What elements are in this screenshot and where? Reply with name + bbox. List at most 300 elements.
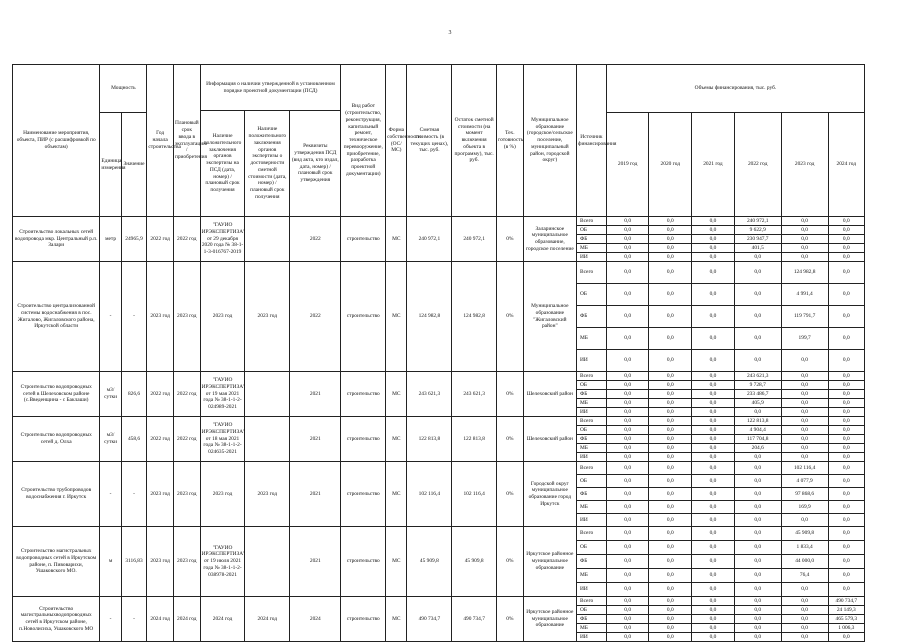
funding-value-cell: 0,0 xyxy=(692,624,735,633)
funding-source-cell: Всего xyxy=(577,372,607,381)
funding-value-cell: 0,0 xyxy=(606,350,649,372)
funding-value-cell: 0,0 xyxy=(649,444,692,453)
funding-value-cell: 0,0 xyxy=(828,253,864,262)
row-ownership: МС xyxy=(386,417,407,462)
row-estimated-cost: 124 982,8 xyxy=(407,262,452,372)
funding-source-cell: ИИ xyxy=(577,350,607,372)
page-number: 3 xyxy=(448,30,452,36)
funding-value-cell: 0,0 xyxy=(649,408,692,417)
funding-value-cell: 0,0 xyxy=(606,453,649,462)
funding-value-cell: 0,0 xyxy=(606,488,649,501)
funding-value-cell: 405,9 xyxy=(734,399,781,408)
funding-value-cell: 204,6 xyxy=(734,444,781,453)
funding-value-cell: 0,0 xyxy=(828,350,864,372)
funding-source-cell: ОБ xyxy=(577,426,607,435)
row-unit: метр xyxy=(100,217,121,262)
funding-value-cell: 0,0 xyxy=(649,381,692,390)
funding-source-cell: МБ xyxy=(577,501,607,514)
funding-value-cell: 0,0 xyxy=(692,408,735,417)
funding-value-cell: 0,0 xyxy=(781,624,828,633)
row-estimated-cost: 490 734,7 xyxy=(407,597,452,642)
funding-value-cell: 117 704,8 xyxy=(734,435,781,444)
row-start-year: 2024 год xyxy=(147,597,174,642)
funding-value-cell: 0,0 xyxy=(734,583,781,597)
funding-value-cell: 124 982,8 xyxy=(781,262,828,284)
table-row xyxy=(13,262,865,284)
funding-value-cell: 0,0 xyxy=(781,514,828,527)
funding-value-cell: 0,0 xyxy=(649,488,692,501)
funding-value-cell: 0,0 xyxy=(692,306,735,328)
row-name: Строительство локальных сетей водопровода мкр. Центральный р.п. Залари xyxy=(13,217,100,262)
funding-source-cell: ОБ xyxy=(577,226,607,235)
row-start-year: 2022 год xyxy=(147,372,174,417)
funding-value-cell: 9 622,9 xyxy=(734,226,781,235)
funding-value-cell: 45 909,8 xyxy=(781,527,828,541)
row-expertise: "ГАУИО ИРЭКСПЕРТИЗА" от 19 июля 2021 года № 38-1-1-2-038978-2021 xyxy=(200,527,245,597)
row-ownership: МС xyxy=(386,262,407,372)
row-approval: 2024 xyxy=(290,597,341,642)
funding-source-cell: ИИ xyxy=(577,583,607,597)
funding-value-cell: 0,0 xyxy=(606,597,649,606)
header-psd-approval: Реквизиты утверждения ПСД (вид акта, кто издал, дата, номер) / плановый срок утверждения xyxy=(290,111,341,217)
funding-value-cell: 0,0 xyxy=(828,633,864,642)
header-work-type: Вид работ (строительство, реконструкция, капитальный ремонт, техническое перевооружение, приобретение, разработка проектной документации) xyxy=(341,65,386,217)
funding-value-cell: 401,5 xyxy=(734,244,781,253)
row-value: - xyxy=(121,262,147,372)
header-funding-volumes: Объемы финансирования, тыс. руб. xyxy=(606,65,864,113)
header-year-2020: 2020 год xyxy=(649,113,692,217)
row-approval: 2021 xyxy=(290,417,341,462)
row-remaining-cost: 45 909,8 xyxy=(452,527,497,597)
funding-value-cell: 0,0 xyxy=(606,435,649,444)
funding-value-cell: 0,0 xyxy=(649,606,692,615)
funding-value-cell: 0,0 xyxy=(606,541,649,555)
funding-value-cell: 0,0 xyxy=(606,583,649,597)
row-remaining-cost: 243 621,3 xyxy=(452,372,497,417)
row-remaining-cost: 102 116,4 xyxy=(452,462,497,527)
row-municipality: Заларинское муниципальное образование, городское поселение xyxy=(523,217,576,262)
row-start-year: 2023 год xyxy=(147,527,174,597)
row-remaining-cost: 124 982,8 xyxy=(452,262,497,372)
row-readiness: 0% xyxy=(497,462,524,527)
funding-value-cell: 0,0 xyxy=(828,408,864,417)
funding-value-cell: 0,0 xyxy=(692,527,735,541)
funding-value-cell: 0,0 xyxy=(649,426,692,435)
funding-value-cell: 0,0 xyxy=(606,606,649,615)
header-year-2021: 2021 год xyxy=(692,113,735,217)
header-value: Значение xyxy=(121,113,147,217)
funding-value-cell: 0,0 xyxy=(828,381,864,390)
funding-source-cell: Всего xyxy=(577,262,607,284)
funding-value-cell: 0,0 xyxy=(606,390,649,399)
funding-source-cell: ФБ xyxy=(577,488,607,501)
row-cost-expertise xyxy=(245,417,290,462)
funding-value-cell: 0,0 xyxy=(692,435,735,444)
funding-value-cell: 0,0 xyxy=(734,253,781,262)
funding-value-cell: 0,0 xyxy=(692,541,735,555)
funding-value-cell: 0,0 xyxy=(828,284,864,306)
funding-value-cell: 0,0 xyxy=(828,399,864,408)
row-expertise: "ГАУИО ИРЭКСПЕРТИЗА" от 18 мая 2021 года № 38-1-1-2-024635-2021 xyxy=(200,417,245,462)
funding-value-cell: 0,0 xyxy=(781,408,828,417)
funding-value-cell: 0,0 xyxy=(692,475,735,488)
funding-value-cell: 0,0 xyxy=(606,262,649,284)
funding-value-cell: 0,0 xyxy=(734,569,781,583)
row-value: 458,6 xyxy=(121,417,147,462)
funding-value-cell: 0,0 xyxy=(606,408,649,417)
funding-value-cell: 0,0 xyxy=(649,615,692,624)
funding-value-cell: 0,0 xyxy=(828,501,864,514)
funding-value-cell: 0,0 xyxy=(692,244,735,253)
funding-value-cell: 119 791,7 xyxy=(781,306,828,328)
funding-value-cell: 0,0 xyxy=(692,583,735,597)
funding-value-cell: 0,0 xyxy=(606,235,649,244)
funding-value-cell: 0,0 xyxy=(692,372,735,381)
funding-value-cell: 0,0 xyxy=(734,606,781,615)
header-name: Наименование мероприятия, объекта, ПИР (с расшифровкой по объектам) xyxy=(13,65,100,217)
funding-value-cell: 0,0 xyxy=(734,501,781,514)
funding-value-cell: 0,0 xyxy=(649,569,692,583)
funding-value-cell: 0,0 xyxy=(692,217,735,226)
funding-value-cell: 243 621,3 xyxy=(734,372,781,381)
funding-value-cell: 0,0 xyxy=(692,399,735,408)
funding-value-cell: 0,0 xyxy=(606,527,649,541)
row-work-type: строительство xyxy=(341,462,386,527)
row-value: - xyxy=(121,597,147,642)
funding-source-cell: ОБ xyxy=(577,541,607,555)
funding-value-cell: 0,0 xyxy=(734,408,781,417)
row-remaining-cost: 240 972,1 xyxy=(452,217,497,262)
header-year-2023: 2023 год xyxy=(781,113,828,217)
funding-value-cell: 0,0 xyxy=(692,350,735,372)
funding-value-cell: 0,0 xyxy=(649,217,692,226)
row-expertise: 2024 год xyxy=(200,597,245,642)
row-start-year: 2023 год xyxy=(147,262,174,372)
header-psd-cost: Наличие положительного заключения органов экспертизы о достоверности сметной стоимости (дата, номер) / плановый срок получения xyxy=(245,111,290,217)
funding-value-cell: 0,0 xyxy=(828,462,864,475)
funding-value-cell: 0,0 xyxy=(649,583,692,597)
row-name: Строительство трубопроводов водоснабжения г. Иркутск xyxy=(13,462,100,527)
row-value: 826,6 xyxy=(121,372,147,417)
funding-value-cell: 0,0 xyxy=(781,390,828,399)
row-work-type: строительство xyxy=(341,527,386,597)
funding-value-cell: 0,0 xyxy=(649,284,692,306)
funding-source-cell: ИИ xyxy=(577,453,607,462)
funding-value-cell: 0,0 xyxy=(781,350,828,372)
funding-value-cell: 0,0 xyxy=(781,372,828,381)
funding-source-cell: МБ xyxy=(577,399,607,408)
funding-source-cell: МБ xyxy=(577,624,607,633)
row-name: Строительство магистральныхводопроводных сетей в Иркутском районе, п.Новолисиха, Ушаковского МО xyxy=(13,597,100,642)
funding-value-cell: 0,0 xyxy=(692,597,735,606)
funding-value-cell: 0,0 xyxy=(649,253,692,262)
funding-source-cell: Всего xyxy=(577,217,607,226)
row-ownership: МС xyxy=(386,597,407,642)
table-row xyxy=(13,217,865,226)
header-municipality: Муниципальное образование (городское/сельское поселение, муниципальный район, городской округ) xyxy=(523,65,576,217)
funding-value-cell: 4 991,4 xyxy=(781,284,828,306)
funding-value-cell: 0,0 xyxy=(828,555,864,569)
funding-value-cell: 0,0 xyxy=(649,306,692,328)
funding-value-cell: 0,0 xyxy=(828,417,864,426)
row-value: 24965,9 xyxy=(121,217,147,262)
funding-value-cell: 0,0 xyxy=(649,633,692,642)
funding-value-cell: 0,0 xyxy=(828,262,864,284)
row-approval: 2021 xyxy=(290,462,341,527)
funding-value-cell: 0,0 xyxy=(692,284,735,306)
funding-value-cell: 0,0 xyxy=(692,453,735,462)
funding-value-cell: 0,0 xyxy=(828,583,864,597)
funding-value-cell: 0,0 xyxy=(692,488,735,501)
row-municipality: Городской округ муниципальное образование город Иркутск xyxy=(523,462,576,527)
row-ownership: МС xyxy=(386,217,407,262)
funding-value-cell: 0,0 xyxy=(734,453,781,462)
funding-value-cell: 0,0 xyxy=(692,514,735,527)
row-approval: 2021 xyxy=(290,372,341,417)
funding-source-cell: МБ xyxy=(577,244,607,253)
funding-value-cell: 0,0 xyxy=(828,372,864,381)
funding-value-cell: 0,0 xyxy=(828,514,864,527)
funding-value-cell: 0,0 xyxy=(692,555,735,569)
funding-value-cell: 0,0 xyxy=(692,235,735,244)
header-funding-source: Источник финансирования xyxy=(577,65,607,217)
header-year-2024: 2024 год xyxy=(828,113,864,217)
row-planned-term: 2022 год xyxy=(173,372,200,417)
row-municipality: Шелеховский район xyxy=(523,372,576,417)
funding-value-cell: 0,0 xyxy=(606,501,649,514)
funding-value-cell: 0,0 xyxy=(734,633,781,642)
row-approval: 2022 xyxy=(290,217,341,262)
funding-value-cell: 0,0 xyxy=(734,475,781,488)
row-cost-expertise xyxy=(245,217,290,262)
funding-source-cell: ИИ xyxy=(577,253,607,262)
funding-value-cell: 0,0 xyxy=(734,615,781,624)
funding-value-cell: 76,4 xyxy=(781,569,828,583)
row-readiness: 0% xyxy=(497,262,524,372)
funding-value-cell: 0,0 xyxy=(692,390,735,399)
funding-source-cell: ОБ xyxy=(577,381,607,390)
row-ownership: МС xyxy=(386,527,407,597)
funding-value-cell: 122 813,8 xyxy=(734,417,781,426)
funding-source-cell: ОБ xyxy=(577,475,607,488)
funding-source-cell: Всего xyxy=(577,417,607,426)
row-cost-expertise: 2023 год xyxy=(245,462,290,527)
funding-value-cell: 0,0 xyxy=(734,488,781,501)
funding-value-cell: 233 486,7 xyxy=(734,390,781,399)
funding-value-cell: 0,0 xyxy=(649,462,692,475)
funding-value-cell: 1 006,3 xyxy=(828,624,864,633)
row-estimated-cost: 243 621,3 xyxy=(407,372,452,417)
funding-value-cell: 0,0 xyxy=(692,253,735,262)
funding-value-cell: 0,0 xyxy=(606,462,649,475)
funding-value-cell: 97 868,6 xyxy=(781,488,828,501)
table-row xyxy=(13,527,865,541)
row-work-type: строительство xyxy=(341,217,386,262)
funding-value-cell: 0,0 xyxy=(606,569,649,583)
row-work-type: строительство xyxy=(341,417,386,462)
funding-value-cell: 0,0 xyxy=(781,217,828,226)
funding-value-cell: 0,0 xyxy=(828,235,864,244)
funding-value-cell: 0,0 xyxy=(734,350,781,372)
funding-value-cell: 0,0 xyxy=(828,444,864,453)
funding-value-cell: 240 972,1 xyxy=(734,217,781,226)
row-remaining-cost: 122 813,8 xyxy=(452,417,497,462)
row-estimated-cost: 102 116,4 xyxy=(407,462,452,527)
table-row xyxy=(13,372,865,381)
funding-source-cell: Всего xyxy=(577,462,607,475)
row-approval: 2021 xyxy=(290,527,341,597)
row-planned-term: 2023 год xyxy=(173,527,200,597)
funding-value-cell: 0,0 xyxy=(781,426,828,435)
funding-value-cell: 0,0 xyxy=(649,328,692,350)
table-row xyxy=(13,417,865,426)
row-unit: м xyxy=(100,527,121,597)
header-ownership: Форма собственности (ОС/ МС) xyxy=(386,65,407,217)
funding-value-cell: 0,0 xyxy=(781,417,828,426)
funding-value-cell: 0,0 xyxy=(692,606,735,615)
funding-source-cell: ОБ xyxy=(577,284,607,306)
funding-value-cell: 0,0 xyxy=(649,417,692,426)
funding-value-cell: 0,0 xyxy=(606,328,649,350)
funding-value-cell: 0,0 xyxy=(692,569,735,583)
row-readiness: 0% xyxy=(497,527,524,597)
funding-value-cell: 4 904,4 xyxy=(734,426,781,435)
funding-value-cell: 0,0 xyxy=(692,426,735,435)
row-expertise: "ГАУИО ИРЭКСПЕРТИЗА" от 19 мая 2021 года № 38-1-1-2-024989-2021 xyxy=(200,372,245,417)
row-unit: - xyxy=(100,262,121,372)
row-expertise: 2023 год xyxy=(200,262,245,372)
funding-value-cell: 0,0 xyxy=(606,244,649,253)
header-readiness: Тех. готовность (в %) xyxy=(497,65,524,217)
funding-value-cell: 0,0 xyxy=(606,306,649,328)
funding-value-cell: 0,0 xyxy=(781,597,828,606)
header-power: Мощность xyxy=(100,65,147,113)
funding-value-cell: 0,0 xyxy=(781,226,828,235)
row-name: Строительство водопроводных сетей д. Олха xyxy=(13,417,100,462)
funding-source-cell: ИИ xyxy=(577,514,607,527)
row-readiness: 0% xyxy=(497,597,524,642)
funding-value-cell: 0,0 xyxy=(828,569,864,583)
funding-value-cell: 465 579,3 xyxy=(828,615,864,624)
funding-value-cell: 0,0 xyxy=(734,462,781,475)
table-row xyxy=(13,597,865,606)
funding-value-cell: 0,0 xyxy=(781,399,828,408)
funding-value-cell: 490 734,7 xyxy=(828,597,864,606)
funding-source-cell: МБ xyxy=(577,444,607,453)
header-estimated-cost: Сметная стоимость (в текущих ценах), тыс. руб. xyxy=(407,65,452,217)
row-readiness: 0% xyxy=(497,372,524,417)
funding-value-cell: 0,0 xyxy=(606,555,649,569)
funding-value-cell: 0,0 xyxy=(606,514,649,527)
funding-value-cell: 0,0 xyxy=(606,615,649,624)
funding-value-cell: 0,0 xyxy=(649,597,692,606)
funding-value-cell: 0,0 xyxy=(606,381,649,390)
funding-value-cell: 0,0 xyxy=(649,262,692,284)
funding-value-cell: 102 116,4 xyxy=(781,462,828,475)
funding-value-cell: 0,0 xyxy=(606,633,649,642)
funding-value-cell: 0,0 xyxy=(828,328,864,350)
row-unit: м3/сутки xyxy=(100,372,121,417)
funding-value-cell: 0,0 xyxy=(692,462,735,475)
funding-source-cell: ФБ xyxy=(577,555,607,569)
row-planned-term: 2023 год xyxy=(173,462,200,527)
row-name: Строительство магистральных водопроводных сетей в Иркутском районе, п. Пивоварихи, Ушаковского МО. xyxy=(13,527,100,597)
funding-value-cell: 0,0 xyxy=(649,235,692,244)
funding-value-cell: 0,0 xyxy=(781,453,828,462)
row-work-type: строительство xyxy=(341,372,386,417)
row-unit: м3/сутки xyxy=(100,417,121,462)
row-start-year: 2022 год xyxy=(147,217,174,262)
funding-value-cell: 0,0 xyxy=(828,390,864,399)
row-planned-term: 2024 год xyxy=(173,597,200,642)
funding-value-cell: 1 833,4 xyxy=(781,541,828,555)
funding-value-cell: 0,0 xyxy=(649,350,692,372)
funding-value-cell: 0,0 xyxy=(781,633,828,642)
funding-value-cell: 4 077,9 xyxy=(781,475,828,488)
funding-value-cell: 0,0 xyxy=(781,444,828,453)
funding-source-cell: Всего xyxy=(577,597,607,606)
funding-value-cell: 0,0 xyxy=(734,541,781,555)
funding-value-cell: 0,0 xyxy=(828,541,864,555)
funding-source-cell: МБ xyxy=(577,569,607,583)
funding-value-cell: 0,0 xyxy=(734,514,781,527)
funding-value-cell: 0,0 xyxy=(781,615,828,624)
header-psd-info: Информация о наличии утвержденной в установленном порядке проектной документации (ПСД) xyxy=(200,65,341,111)
row-expertise: 2023 год xyxy=(200,462,245,527)
header-year-2022: 2022 год xyxy=(734,113,781,217)
row-approval: 2022 xyxy=(290,262,341,372)
row-municipality: Иркутское районное муниципальное образование xyxy=(523,597,576,642)
row-start-year: 2023 год xyxy=(147,462,174,527)
funding-value-cell: 0,0 xyxy=(692,262,735,284)
funding-value-cell: 0,0 xyxy=(606,426,649,435)
funding-source-cell: Всего xyxy=(577,527,607,541)
funding-value-cell: 0,0 xyxy=(734,306,781,328)
row-municipality: Шелеховский район xyxy=(523,417,576,462)
row-ownership: МС xyxy=(386,462,407,527)
row-ownership: МС xyxy=(386,372,407,417)
header-psd-expertise: Наличие положительного заключения органов экспертизы на ПСД (дата, номер) / плановый срок получения xyxy=(200,111,245,217)
funding-value-cell: 0,0 xyxy=(734,527,781,541)
funding-value-cell: 0,0 xyxy=(606,217,649,226)
row-start-year: 2022 год xyxy=(147,417,174,462)
row-cost-expertise: 2024 год xyxy=(245,597,290,642)
funding-value-cell: 0,0 xyxy=(828,453,864,462)
row-unit: - xyxy=(100,462,121,527)
funding-value-cell: 0,0 xyxy=(781,606,828,615)
funding-value-cell: 0,0 xyxy=(606,417,649,426)
funding-value-cell: 0,0 xyxy=(828,217,864,226)
table-body xyxy=(13,217,865,642)
funding-value-cell: 0,0 xyxy=(781,235,828,244)
funding-value-cell: 0,0 xyxy=(692,444,735,453)
funding-value-cell: 0,0 xyxy=(781,253,828,262)
funding-value-cell: 0,0 xyxy=(734,284,781,306)
funding-value-cell: 0,0 xyxy=(649,514,692,527)
row-planned-term: 2022 год xyxy=(173,417,200,462)
row-name: Строительство централизованной системы водоснабжения в пос. Жигалово, Жигаловского района, Иркутской области xyxy=(13,262,100,372)
funding-value-cell: 0,0 xyxy=(734,555,781,569)
funding-value-cell: 0,0 xyxy=(828,435,864,444)
table-header xyxy=(13,65,865,217)
funding-value-cell: 0,0 xyxy=(692,226,735,235)
funding-value-cell: 0,0 xyxy=(734,328,781,350)
funding-source-cell: ОБ xyxy=(577,606,607,615)
funding-value-cell: 0,0 xyxy=(734,262,781,284)
funding-value-cell: 0,0 xyxy=(649,372,692,381)
header-start-year: Год начала строительства xyxy=(147,65,174,217)
row-planned-term: 2022 год xyxy=(173,217,200,262)
